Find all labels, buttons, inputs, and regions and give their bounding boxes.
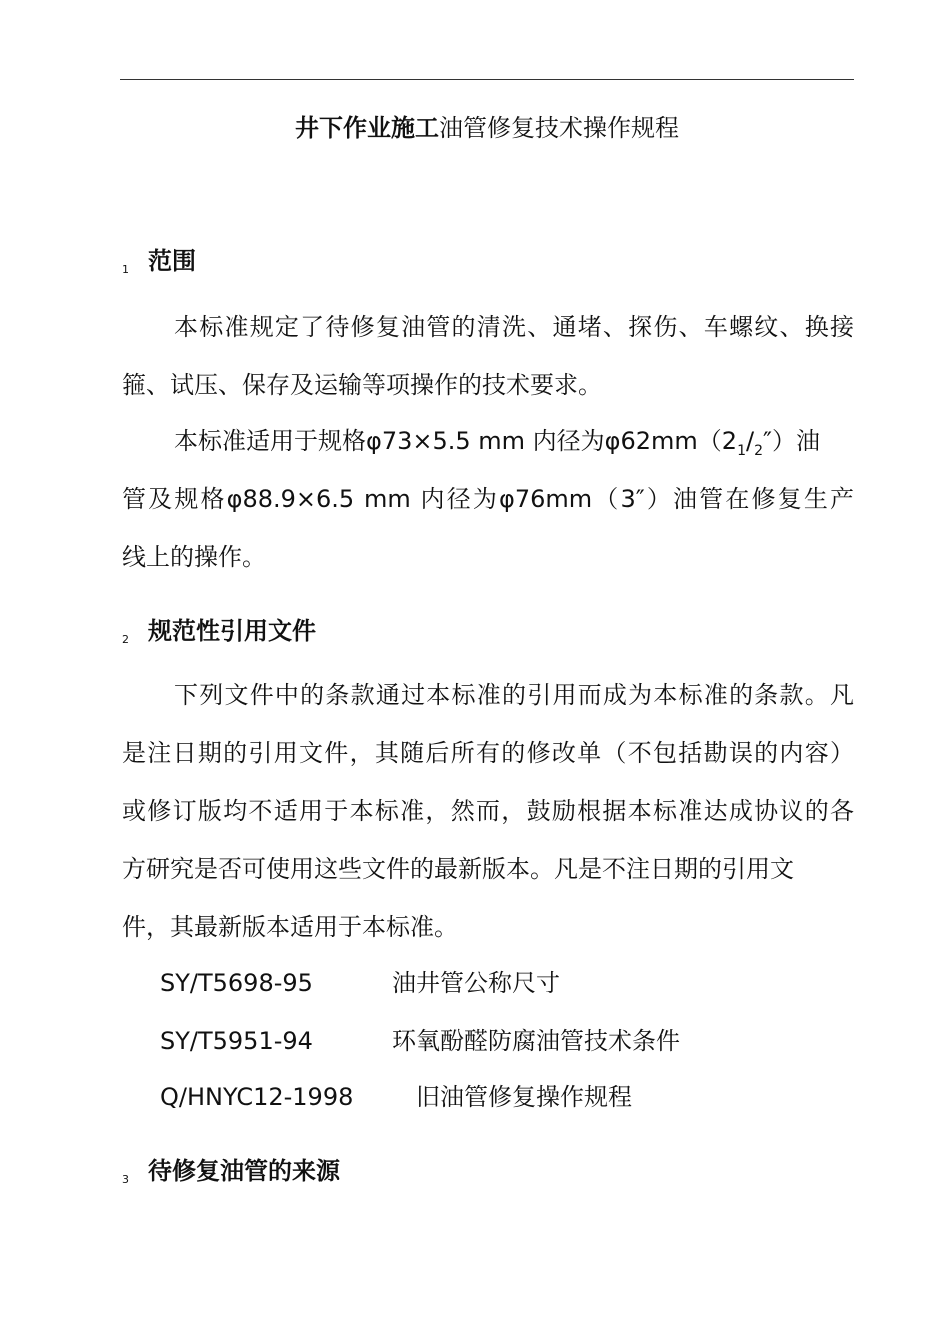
section-heading-1 [122, 244, 196, 278]
reference-code: Q/HNYC12-1998 [160, 1083, 354, 1111]
header-rule [120, 79, 854, 80]
paragraph-line: 或修订版均不适用于本标准，然而，鼓励根据本标准达成协议的各 [122, 797, 854, 825]
section-number: 1 [122, 263, 129, 276]
reference-title: 旧油管修复操作规程 [416, 1083, 632, 1111]
paragraph-line: 本标准规定了待修复油管的清洗、通堵、探伤、车螺纹、换接 [174, 313, 854, 341]
reference-title: 环氧酚醛防腐油管技术条件 [392, 1027, 680, 1055]
fraction: $_1/_2$ [737, 427, 763, 459]
section-title: 待修复油管的来源 [148, 1157, 340, 1185]
fraction-numerator: 1 [737, 442, 746, 459]
paragraph-line: 方研究是否可使用这些文件的最新版本。凡是不注日期的引用文 [122, 855, 794, 883]
title-bold-part: 井下作业施工 [295, 114, 439, 142]
section-title: 规范性引用文件 [148, 617, 316, 645]
paragraph-line: 管及规格φ88.9×6.5 mm 内径为φ76mm（3″）油管在修复生产 [122, 485, 854, 513]
title-rest-part: 油管修复技术操作规程 [439, 114, 679, 142]
reference-code: SY/T5698-95 [160, 969, 313, 997]
paragraph-line: 箍、试压、保存及运输等项操作的技术要求。 [122, 371, 602, 399]
paragraph-line: 下列文件中的条款通过本标准的引用而成为本标准的条款。凡 [174, 681, 854, 709]
paragraph-line-with-fraction [174, 424, 854, 468]
section-heading-3 [122, 1154, 340, 1188]
paragraph-text: 本标准适用于规格φ73×5.5 mm 内径为φ62mm（2 [174, 427, 738, 455]
paragraph-line: 线上的操作。 [122, 543, 266, 571]
section-number: 2 [122, 633, 129, 646]
section-number: 3 [122, 1173, 129, 1186]
paragraph-line: 是注日期的引用文件，其随后所有的修改单（不包括勘误的内容） [122, 739, 854, 767]
section-heading-2 [122, 614, 316, 648]
reference-title: 油井管公称尺寸 [392, 969, 560, 997]
reference-code: SY/T5951-94 [160, 1027, 313, 1055]
paragraph-line: 件，其最新版本适用于本标准。 [122, 913, 458, 941]
paragraph-text: ″）油 [763, 427, 820, 455]
section-title: 范围 [148, 247, 196, 275]
fraction-denominator: 2 [754, 442, 763, 459]
document-title [120, 112, 854, 144]
